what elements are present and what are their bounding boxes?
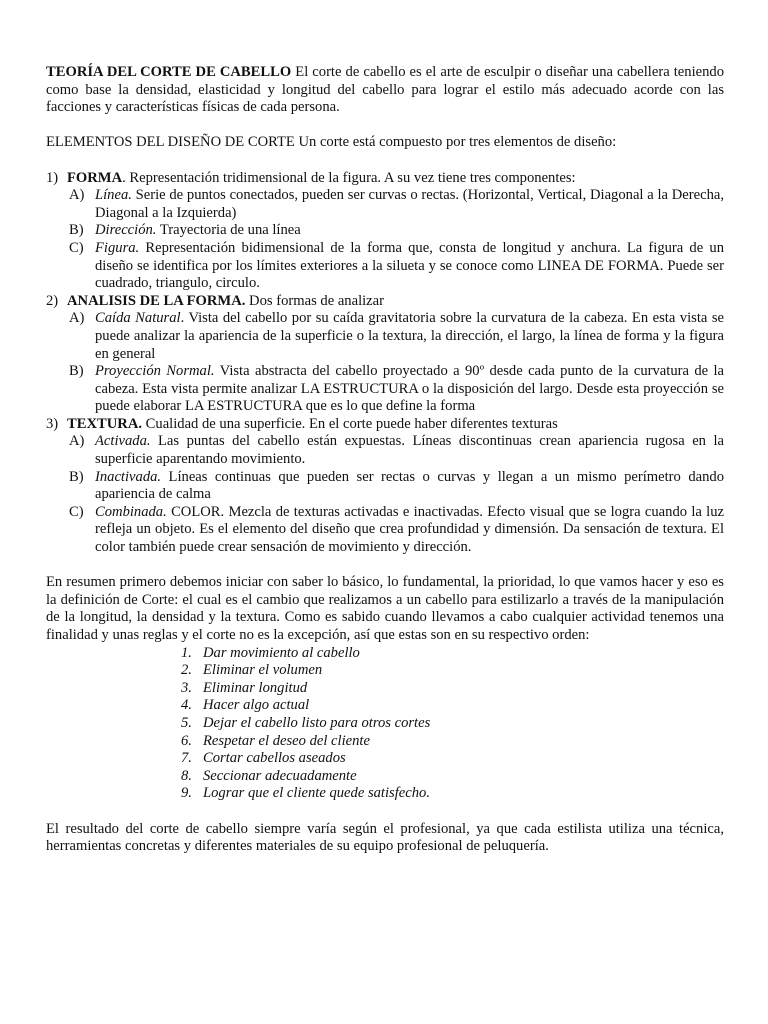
section-number: 1) bbox=[46, 169, 59, 186]
section-analisis bbox=[46, 293, 724, 311]
step-text: Dejar el cabello listo para otros cortes bbox=[203, 714, 431, 731]
section-title: FORMA bbox=[67, 169, 123, 186]
list-item bbox=[181, 733, 724, 751]
step-text: Dar movimiento al cabello bbox=[203, 644, 360, 661]
sub-term: Línea. bbox=[95, 187, 132, 204]
sub-letter: B) bbox=[69, 468, 84, 485]
sub-item bbox=[46, 363, 724, 416]
section-title: ANALISIS DE LA FORMA. bbox=[67, 292, 246, 309]
sub-item bbox=[46, 504, 724, 557]
intro-text: El corte de cabello es el arte de esculpir o diseñar una cabellera teniendo como base la densidad, elasticidad y longitud del cabello para lograr el estilo más adecuado acorde con las facciones y características físicas de cada persona. bbox=[46, 64, 724, 116]
list-item bbox=[181, 768, 724, 786]
step-number: 9. bbox=[181, 785, 192, 802]
sub-letter: C) bbox=[69, 503, 84, 520]
sub-item bbox=[46, 433, 724, 468]
step-number: 8. bbox=[181, 767, 192, 784]
sub-letter: A) bbox=[69, 187, 85, 204]
step-text: Eliminar longitud bbox=[203, 679, 308, 696]
step-text: Eliminar el volumen bbox=[203, 662, 323, 679]
sub-term: Figura. bbox=[95, 239, 140, 256]
section-number: 2) bbox=[46, 292, 59, 309]
summary-paragraph: En resumen primero debemos iniciar con saber lo básico, lo fundamental, la prioridad, lo que vamos hacer y eso es la definición de Corte: el cual es el cambio que realizamos a un cabello para estilizarlo a través de la manipulación de la longitud, la densidad y la textura. Como es sabido cuando llevamos a cabo cualquier actividad tenemos una finalidad y unas reglas y el corte no es la excepción, así que estas son en su respectivo orden: bbox=[46, 574, 724, 643]
step-text: Cortar cabellos aseados bbox=[203, 750, 346, 767]
sub-term: Inactivada. bbox=[95, 468, 162, 485]
sub-term: Caída Natural bbox=[95, 310, 181, 327]
step-number: 1. bbox=[181, 644, 192, 661]
sub-item bbox=[46, 187, 724, 222]
list-item bbox=[181, 645, 724, 663]
step-number: 7. bbox=[181, 750, 192, 767]
step-text: Hacer algo actual bbox=[203, 697, 310, 714]
sub-text: Serie de puntos conectados, pueden ser curvas o rectas. (Horizontal, Vertical, Diagonal a la Derecha, Diagonal a la Izquierda) bbox=[95, 187, 724, 221]
list-item bbox=[181, 680, 724, 698]
sub-text: . Vista del cabello por su caída gravitatoria sobre la curvatura de la cabeza. En esta vista se puede analizar la apariencia de la superficie o la textura, la dirección, el largo, la línea de forma y la figura en general bbox=[95, 310, 724, 362]
sub-text: Vista abstracta del cabello proyectado a 90º desde cada punto de la curvatura de la cabeza. Esta vista permite analizar LA ESTRUCTURA o la disposición del largo. Desde esta proyección se puede elaborar LA ESTRUCTURA que es lo que define la forma bbox=[95, 363, 725, 415]
section-number: 3) bbox=[46, 415, 59, 432]
sub-text: COLOR. Mezcla de texturas activadas e inactivadas. Efecto visual que se logra cuando la luz refleja un objeto. Es el elemento del diseño que crea profundidad y dimensión. Da sensación de textura. El color también puede crear sensación de movimiento y dirección. bbox=[95, 503, 724, 556]
list-item bbox=[181, 697, 724, 715]
sub-term: Proyección Normal. bbox=[95, 363, 215, 380]
list-item bbox=[181, 750, 724, 768]
sub-letter: A) bbox=[69, 310, 85, 327]
intro-paragraph bbox=[46, 64, 724, 117]
section-title: TEXTURA. bbox=[67, 415, 143, 432]
step-number: 4. bbox=[181, 697, 192, 714]
section-forma bbox=[46, 170, 724, 188]
sub-item bbox=[46, 222, 724, 240]
conclusion-paragraph: El resultado del corte de cabello siempre varía según el profesional, ya que cada estilista utiliza una técnica, herramientas concretas y diferentes materiales de su equipo profesional de peluquería. bbox=[46, 820, 724, 855]
sub-text: Trayectoria de una línea bbox=[156, 222, 301, 239]
sub-item bbox=[46, 469, 724, 504]
section-text: . Representación tridimensional de la figura. A su vez tiene tres componentes: bbox=[122, 169, 576, 186]
document-title: TEORÍA DEL CORTE DE CABELLO bbox=[46, 64, 292, 80]
section-text: Dos formas de analizar bbox=[245, 292, 384, 309]
step-number: 2. bbox=[181, 662, 192, 679]
list-item bbox=[181, 785, 724, 803]
step-text: Respetar el deseo del cliente bbox=[203, 732, 370, 749]
step-number: 5. bbox=[181, 714, 192, 731]
list-item bbox=[181, 662, 724, 680]
section-text: Cualidad de una superficie. En el corte puede haber diferentes texturas bbox=[142, 415, 558, 432]
step-number: 6. bbox=[181, 732, 192, 749]
list-item bbox=[181, 715, 724, 733]
sub-term: Combinada. bbox=[95, 503, 167, 520]
sub-letter: A) bbox=[69, 433, 85, 450]
sub-letter: B) bbox=[69, 222, 84, 239]
step-text: Seccionar adecuadamente bbox=[203, 767, 357, 784]
sub-text: Líneas continuas que pueden ser rectas o curvas y llegan a un mismo perímetro dando apariencia de calma bbox=[95, 468, 724, 503]
elements-heading: ELEMENTOS DEL DISEÑO DE CORTE Un corte está compuesto por tres elementos de diseño: bbox=[46, 134, 617, 151]
sub-text: Representación bidimensional de la forma que, consta de longitud y anchura. La figura de un diseño se identifica por los límites exteriores a la silueta y se conoce como LINEA DE FORMA. Puede ser cuadrado, triangulo, circulo. bbox=[95, 239, 724, 292]
sub-text: Las puntas del cabello están expuestas. Líneas discontinuas crean apariencia rugosa en la superficie aparentando movimiento. bbox=[95, 433, 724, 468]
sub-item bbox=[46, 240, 724, 293]
sub-term: Dirección. bbox=[95, 222, 157, 239]
section-textura bbox=[46, 416, 724, 434]
steps-list bbox=[181, 645, 724, 803]
sub-term: Activada. bbox=[95, 433, 151, 450]
step-number: 3. bbox=[181, 679, 192, 696]
sub-letter: B) bbox=[69, 363, 84, 380]
sub-item bbox=[46, 310, 724, 363]
sub-letter: C) bbox=[69, 239, 84, 256]
step-text: Lograr que el cliente quede satisfecho. bbox=[203, 785, 430, 802]
document-page bbox=[46, 64, 724, 856]
